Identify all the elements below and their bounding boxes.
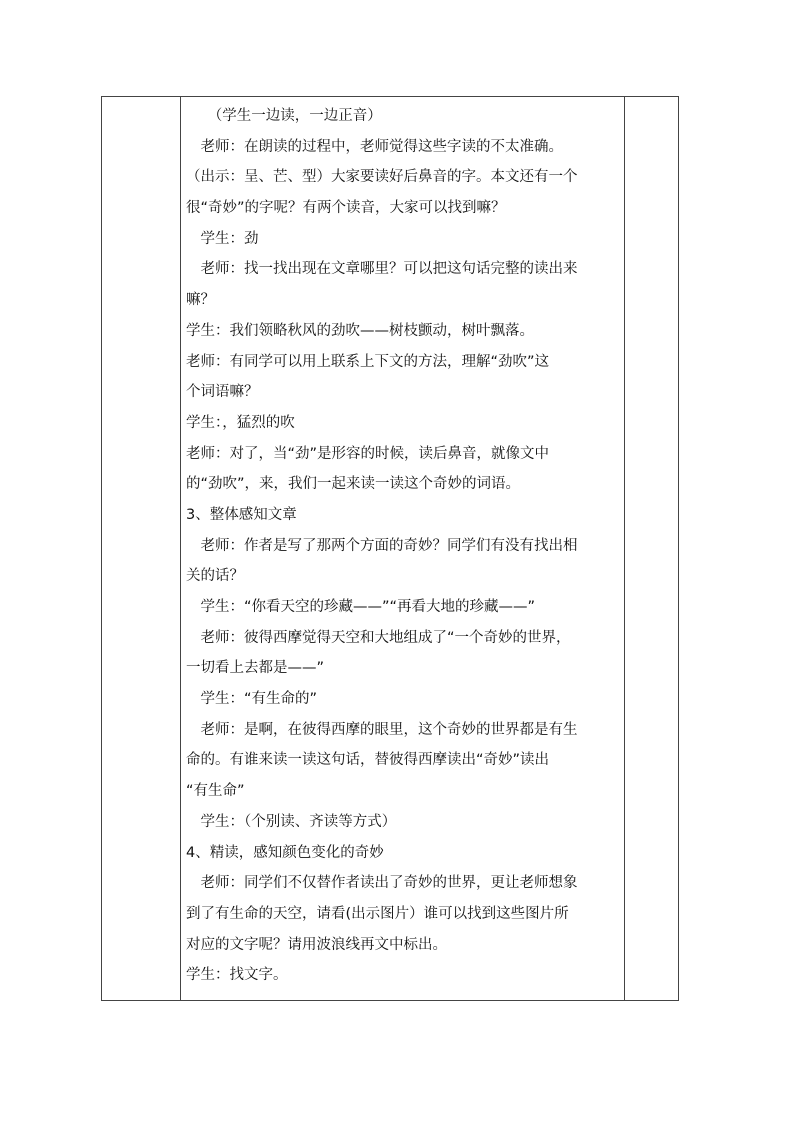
right-column bbox=[624, 97, 678, 1000]
dialogue-line: 学生：找文字。 bbox=[186, 967, 288, 984]
section-heading: 4、精读，感知颜色变化的奇妙 bbox=[186, 844, 384, 861]
lesson-plan-table bbox=[101, 96, 679, 1001]
left-column bbox=[102, 97, 181, 1000]
dialogue-line: 老师：在朗读的过程中，老师觉得这些字读的不太准确。 bbox=[186, 138, 563, 155]
dialogue-line: 学生：劲 bbox=[186, 230, 259, 247]
dialogue-line: 学生：“有生命的” bbox=[186, 691, 318, 708]
dialogue-line: 老师：对了，当“劲”是形容的时候，读后鼻音，就像文中 bbox=[186, 445, 550, 462]
dialogue-line: 一切看上去都是——” bbox=[186, 660, 325, 677]
dialogue-line: 命的。有谁来读一读这句话，替彼得西摩读出“奇妙”读出 bbox=[186, 752, 550, 769]
dialogue-line: 老师：是啊，在彼得西摩的眼里，这个奇妙的世界都是有生 bbox=[186, 721, 578, 738]
dialogue-line: 关的话？ bbox=[186, 568, 244, 585]
dialogue-line: 老师：彼得西摩觉得天空和大地组成了“一个奇妙的世界， bbox=[186, 629, 571, 646]
dialogue-line: 个词语嘛？ bbox=[186, 384, 259, 401]
dialogue-line: 学生：“你看天空的珍藏——”“再看大地的珍藏——” bbox=[186, 599, 536, 615]
dialogue-line: 老师：有同学可以用上联系上下文的方法，理解“劲吹”这 bbox=[186, 353, 550, 370]
dialogue-line: 的“劲吹”，来，我们一起来读一读这个奇妙的词语。 bbox=[186, 476, 521, 493]
dialogue-line: 学生：我们领略秋风的劲吹——树枝颤动，树叶飘落。 bbox=[186, 322, 534, 339]
dialogue-line: 对应的文字呢？请用波浪线再文中标出。 bbox=[186, 936, 447, 953]
dialogue-line: 学生：，猛烈的吹 bbox=[186, 414, 295, 431]
dialogue-line: 老师：作者是写了那两个方面的奇妙？同学们有没有找出相 bbox=[186, 537, 578, 554]
dialogue-line: 学生：（个别读、齐读等方式） bbox=[186, 813, 397, 830]
dialogue-line: “有生命” bbox=[186, 783, 245, 800]
dialogue-line: 嘛？ bbox=[186, 292, 215, 309]
dialogue-column bbox=[181, 97, 626, 1000]
dialogue-line: 老师：找一找出现在文章哪里？可以把这句话完整的读出来 bbox=[186, 261, 578, 278]
dialogue-line: 很“奇妙”的字呢？有两个读音，大家可以找到嘛？ bbox=[186, 200, 506, 217]
section-heading: 3、整体感知文章 bbox=[186, 506, 297, 523]
dialogue-line: （学生一边读，一边正音） bbox=[186, 108, 382, 124]
dialogue-line: 老师：同学们不仅替作者读出了奇妙的世界，更让老师想象 bbox=[186, 875, 578, 892]
dialogue-line: 到了有生命的天空，请看(出示图片）谁可以找到这些图片所 bbox=[186, 905, 569, 922]
dialogue-line: （出示：呈、芒、型）大家要读好后鼻音的字。本文还有一个 bbox=[186, 169, 578, 186]
